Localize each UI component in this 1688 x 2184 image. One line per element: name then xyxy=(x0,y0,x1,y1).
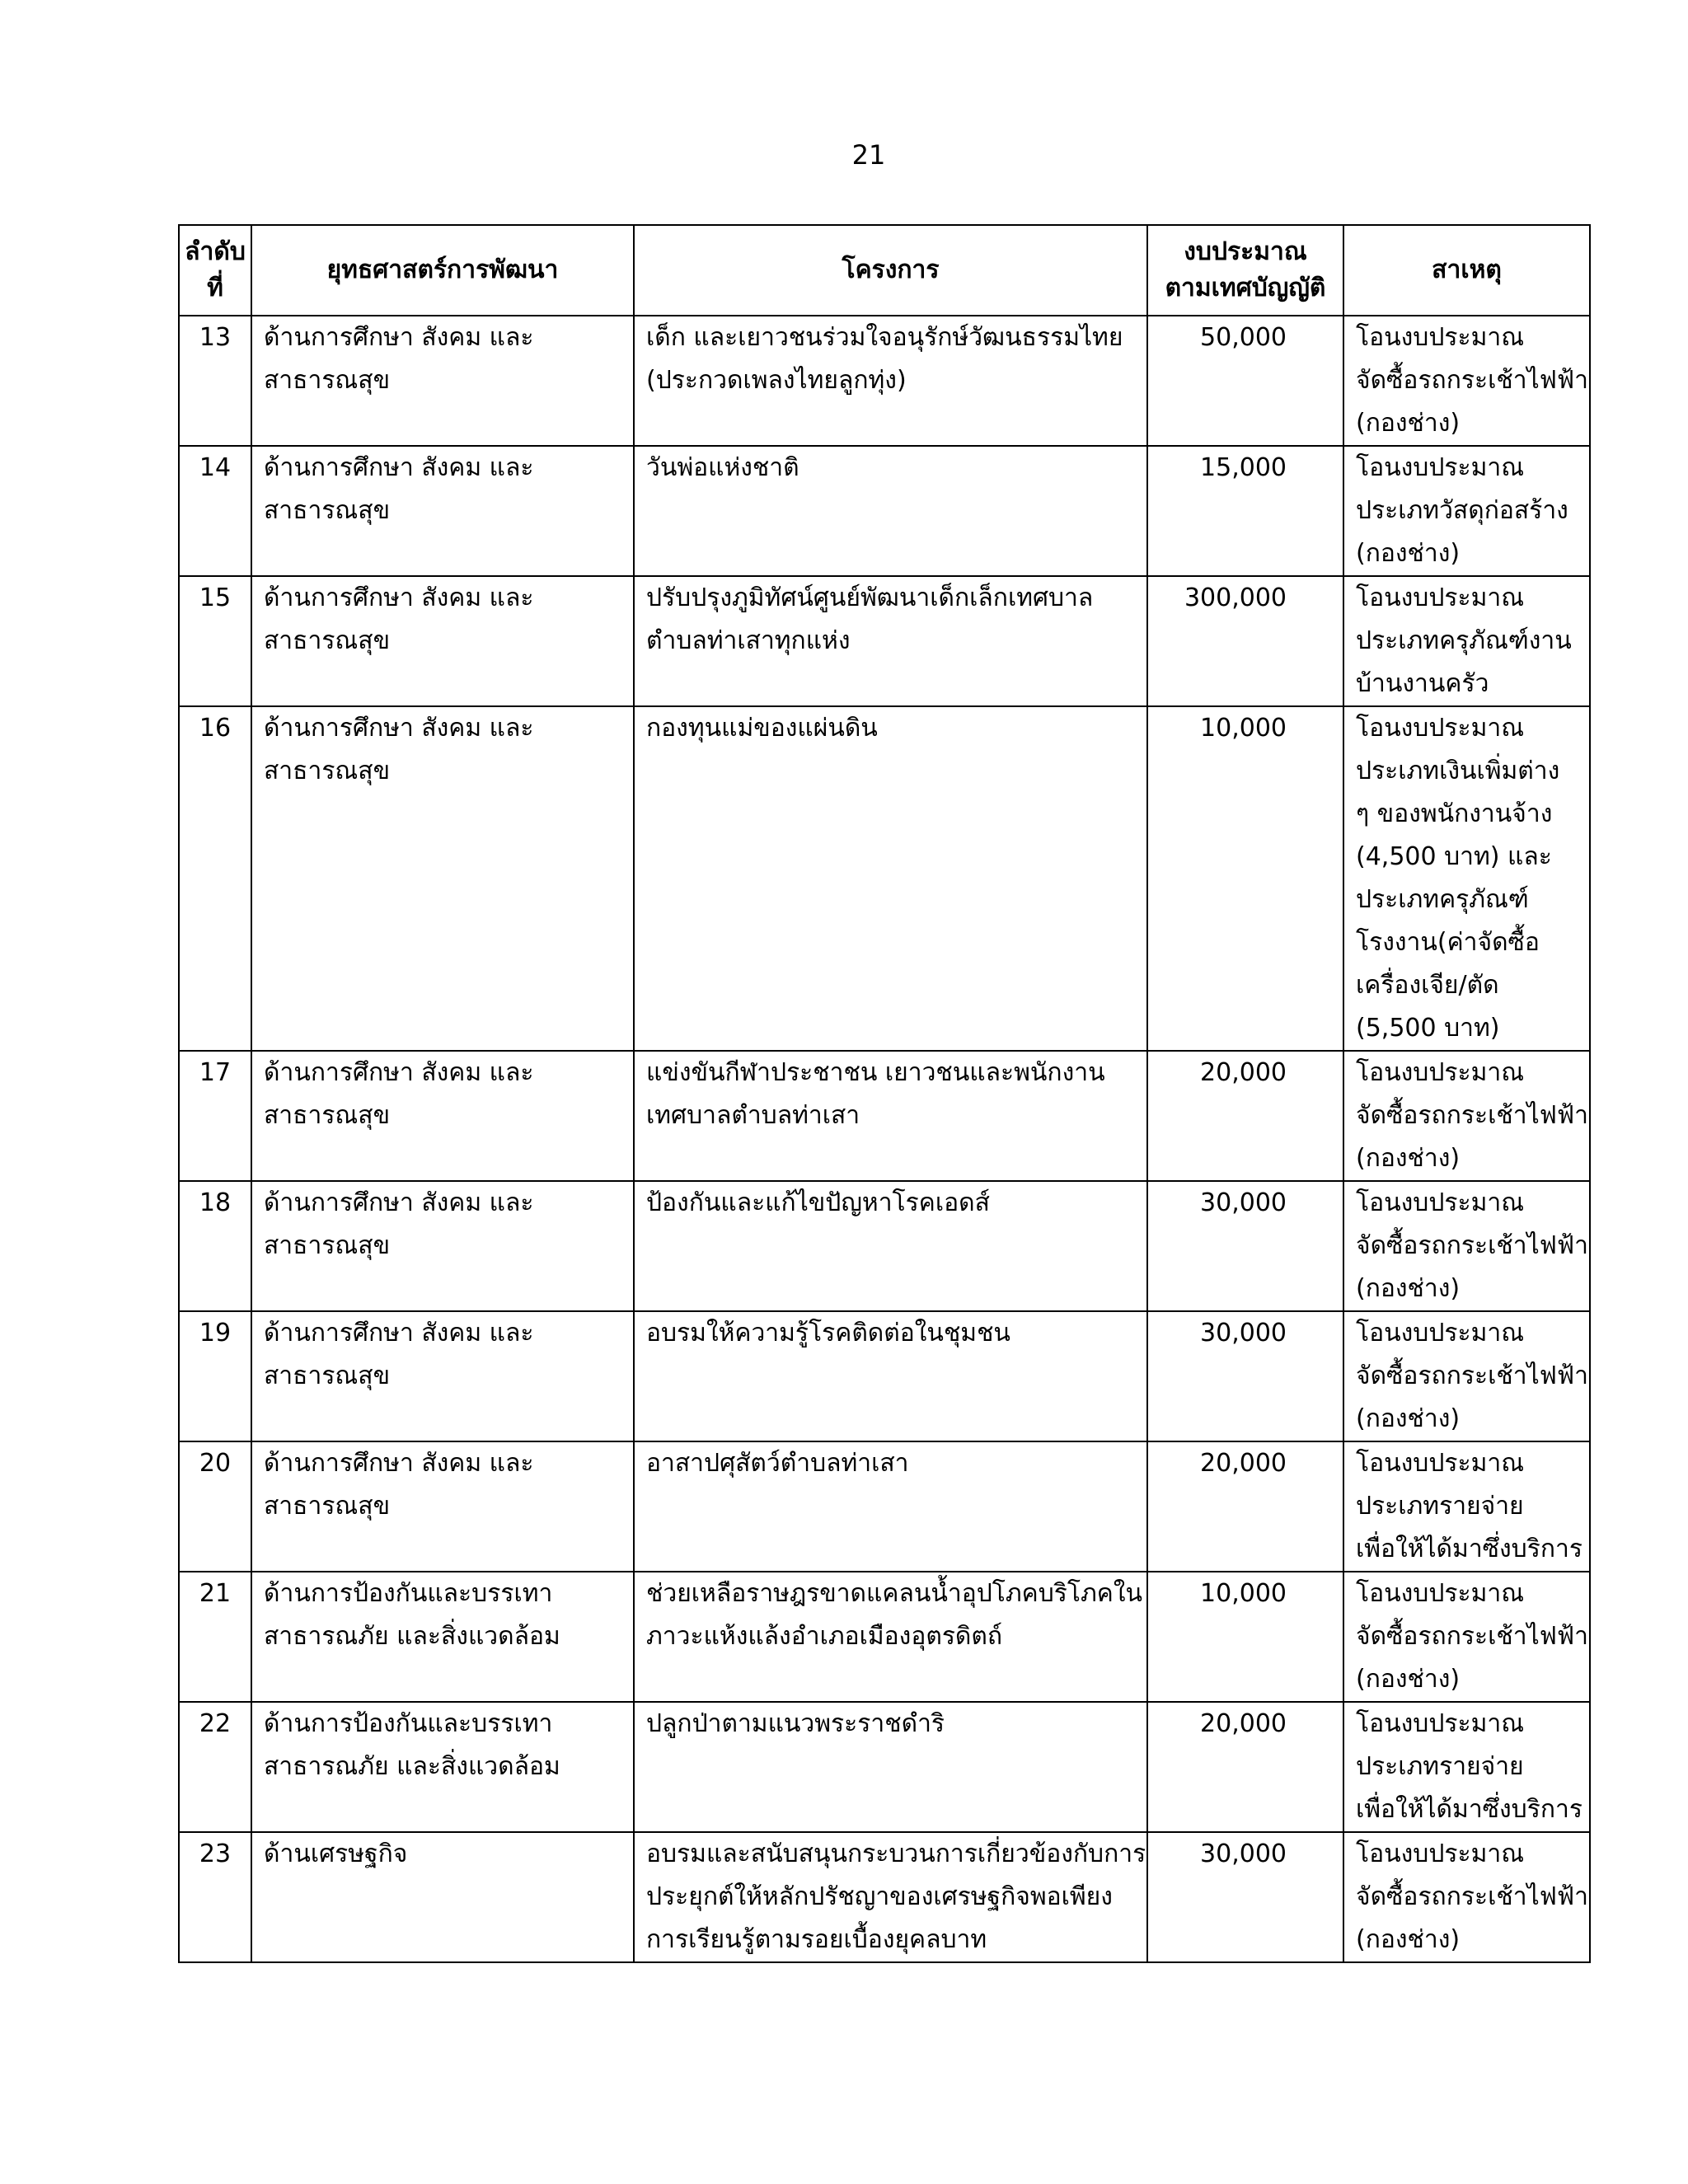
project-cell xyxy=(634,1572,1147,1702)
table-row xyxy=(179,1572,1590,1702)
remark-cell-line: เครื่องเจีย/ตัด xyxy=(1356,971,1499,1000)
strategy-cell xyxy=(251,1311,634,1441)
strategy-cell xyxy=(251,706,634,1051)
strategy-cell xyxy=(251,1832,634,1962)
table-row xyxy=(179,1051,1590,1181)
remark-cell-line: โอนงบประมาณ xyxy=(1356,453,1525,482)
strategy-cell-line: สาธารณสุข xyxy=(264,1361,391,1390)
strategy-cell-line: สาธารณสุข xyxy=(264,1231,391,1260)
project-cell xyxy=(634,1181,1147,1311)
header-project: โครงการ xyxy=(634,225,1147,316)
strategy-cell-line: ด้านการศึกษา สังคม และ xyxy=(264,1058,534,1087)
remark-cell xyxy=(1343,706,1590,1051)
budget-amount: 30,000 xyxy=(1147,1311,1343,1441)
project-cell-line: เทศบาลตำบลท่าเสา xyxy=(646,1101,860,1130)
strategy-cell xyxy=(251,576,634,706)
table-row xyxy=(179,316,1590,446)
table-row xyxy=(179,1832,1590,1962)
budget-amount: 30,000 xyxy=(1147,1181,1343,1311)
project-cell-line: กองทุนแม่ของแผ่นดิน xyxy=(646,714,878,743)
remark-cell-line: โอนงบประมาณ xyxy=(1356,583,1525,612)
strategy-cell xyxy=(251,316,634,446)
project-cell xyxy=(634,706,1147,1051)
strategy-cell-line: สาธารณสุข xyxy=(264,757,391,785)
remark-cell xyxy=(1343,576,1590,706)
remark-cell-line: จัดซื้อรถกระเช้าไฟฟ้า xyxy=(1356,1101,1588,1130)
budget-amount: 20,000 xyxy=(1147,1051,1343,1181)
strategy-cell-line: ด้านการศึกษา สังคม และ xyxy=(264,323,534,352)
remark-cell-line: ประเภทครุภัณฑ์ xyxy=(1356,885,1529,914)
strategy-cell xyxy=(251,1051,634,1181)
remark-cell xyxy=(1343,1311,1590,1441)
project-cell-line: เด็ก และเยาวชนร่วมใจอนุรักษ์วัฒนธรรมไทย xyxy=(646,323,1123,352)
remark-cell xyxy=(1343,1702,1590,1832)
page-number: 21 xyxy=(851,139,886,171)
budget-amount: 20,000 xyxy=(1147,1702,1343,1832)
remark-cell-line: (กองช่าง) xyxy=(1356,1925,1461,1954)
row-number: 19 xyxy=(179,1311,251,1441)
project-cell xyxy=(634,1832,1147,1962)
project-cell xyxy=(634,1051,1147,1181)
remark-cell-line: บ้านงานครัว xyxy=(1356,669,1489,698)
row-number: 21 xyxy=(179,1572,251,1702)
strategy-cell-line: ด้านการศึกษา สังคม และ xyxy=(264,714,534,743)
remark-cell-line: โรงงาน(ค่าจัดซื้อ xyxy=(1356,928,1540,957)
table-row xyxy=(179,576,1590,706)
project-cell-line: อบรมให้ความรู้โรคติดต่อในชุมชน xyxy=(646,1319,1010,1347)
strategy-cell xyxy=(251,446,634,576)
table-row xyxy=(179,1181,1590,1311)
project-cell xyxy=(634,446,1147,576)
row-number: 15 xyxy=(179,576,251,706)
project-cell xyxy=(634,316,1147,446)
remark-cell xyxy=(1343,446,1590,576)
remark-cell-line: จัดซื้อรถกระเช้าไฟฟ้า xyxy=(1356,1361,1588,1390)
table-row xyxy=(179,706,1590,1051)
project-cell-line: อาสาปศุสัตว์ตำบลท่าเสา xyxy=(646,1449,909,1478)
header-no: ลำดับ ที่ xyxy=(179,225,251,316)
table-row xyxy=(179,1311,1590,1441)
remark-cell-line: (4,500 บาท) และ xyxy=(1356,842,1552,871)
remark-cell-line: (5,500 บาท) xyxy=(1356,1014,1500,1043)
remark-cell-line: (กองช่าง) xyxy=(1356,539,1461,568)
budget-amount: 10,000 xyxy=(1147,1572,1343,1702)
remark-cell-line: โอนงบประมาณ xyxy=(1356,1188,1525,1217)
remark-cell xyxy=(1343,1181,1590,1311)
project-cell-line: การเรียนรู้ตามรอยเบื้องยุคลบาท xyxy=(646,1925,987,1954)
remark-cell-line: โอนงบประมาณ xyxy=(1356,1709,1525,1738)
strategy-cell-line: ด้านการศึกษา สังคม และ xyxy=(264,1188,534,1217)
remark-cell-line: (กองช่าง) xyxy=(1356,1404,1461,1433)
remark-cell-line: ประเภทครุภัณฑ์งาน xyxy=(1356,626,1572,655)
strategy-cell-line: ด้านการศึกษา สังคม และ xyxy=(264,453,534,482)
project-cell-line: ตำบลท่าเสาทุกแห่ง xyxy=(646,626,851,655)
budget-amount: 10,000 xyxy=(1147,706,1343,1051)
remark-cell xyxy=(1343,1832,1590,1962)
strategy-cell xyxy=(251,1702,634,1832)
row-number: 23 xyxy=(179,1832,251,1962)
remark-cell-line: (กองช่าง) xyxy=(1356,409,1461,438)
strategy-cell xyxy=(251,1181,634,1311)
remark-cell-line: ๆ ของพนักงานจ้าง xyxy=(1356,799,1553,828)
budget-amount: 300,000 xyxy=(1147,576,1343,706)
project-cell-line: ป้องกันและแก้ไขปัญหาโรคเอดส์ xyxy=(646,1188,990,1217)
row-number: 18 xyxy=(179,1181,251,1311)
project-cell-line: ช่วยเหลือราษฎรขาดแคลนน้ำอุปโภคบริโภคใน xyxy=(646,1579,1142,1608)
project-cell-line: (ประกวดเพลงไทยลูกทุ่ง) xyxy=(646,366,907,395)
row-number: 13 xyxy=(179,316,251,446)
remark-cell-line: ประเภทวัสดุก่อสร้าง xyxy=(1356,496,1568,525)
remark-cell-line: เพื่อให้ได้มาซึ่งบริการ xyxy=(1356,1795,1582,1824)
table-row xyxy=(179,1441,1590,1572)
remark-cell-line: โอนงบประมาณ xyxy=(1356,323,1525,352)
remark-cell xyxy=(1343,1572,1590,1702)
strategy-cell-line: ด้านเศรษฐกิจ xyxy=(264,1840,408,1868)
remark-cell-line: ประเภทรายจ่าย xyxy=(1356,1492,1524,1521)
header-row xyxy=(179,225,1590,316)
project-cell xyxy=(634,1441,1147,1572)
remark-cell xyxy=(1343,1441,1590,1572)
remark-cell-line: เพื่อให้ได้มาซึ่งบริการ xyxy=(1356,1535,1582,1563)
row-number: 14 xyxy=(179,446,251,576)
project-cell-line: วันพ่อแห่งชาติ xyxy=(646,453,799,482)
remark-cell-line: โอนงบประมาณ xyxy=(1356,1058,1525,1087)
remark-cell-line: จัดซื้อรถกระเช้าไฟฟ้า xyxy=(1356,1622,1588,1651)
remark-cell xyxy=(1343,316,1590,446)
budget-amount: 50,000 xyxy=(1147,316,1343,446)
row-number: 17 xyxy=(179,1051,251,1181)
header-budget: งบประมาณ ตามเทศบัญญัติ xyxy=(1147,225,1343,316)
remark-cell-line: (กองช่าง) xyxy=(1356,1665,1461,1694)
table-body xyxy=(179,316,1590,1962)
project-cell-line: อบรมและสนับสนุนกระบวนการเกี่ยวข้องกับการ xyxy=(646,1840,1146,1868)
remark-cell-line: ประเภทเงินเพิ่มต่าง xyxy=(1356,757,1560,785)
remark-cell-line: จัดซื้อรถกระเช้าไฟฟ้า xyxy=(1356,1882,1588,1911)
remark-cell-line: โอนงบประมาณ xyxy=(1356,714,1525,743)
row-number: 16 xyxy=(179,706,251,1051)
strategy-cell xyxy=(251,1572,634,1702)
row-number: 20 xyxy=(179,1441,251,1572)
strategy-cell-line: สาธารณสุข xyxy=(264,1101,391,1130)
strategy-cell-line: สาธารณสุข xyxy=(264,626,391,655)
remark-cell-line: โอนงบประมาณ xyxy=(1356,1449,1525,1478)
strategy-cell-line: ด้านการศึกษา สังคม และ xyxy=(264,1449,534,1478)
header-strategy: ยุทธศาสตร์การพัฒนา xyxy=(251,225,634,316)
remark-cell-line: จัดซื้อรถกระเช้าไฟฟ้า xyxy=(1356,1231,1588,1260)
strategy-cell-line: สาธารณสุข xyxy=(264,1492,391,1521)
remark-cell-line: (กองช่าง) xyxy=(1356,1144,1461,1173)
remark-cell-line: ประเภทรายจ่าย xyxy=(1356,1752,1524,1781)
remark-cell-line: โอนงบประมาณ xyxy=(1356,1319,1525,1347)
project-cell-line: แข่งขันกีฬาประชาชน เยาวชนและพนักงาน xyxy=(646,1058,1105,1087)
strategy-cell-line: ด้านการป้องกันและบรรเทา xyxy=(264,1709,553,1738)
budget-transfer-table xyxy=(178,224,1591,1963)
row-number: 22 xyxy=(179,1702,251,1832)
remark-cell-line: โอนงบประมาณ xyxy=(1356,1579,1525,1608)
budget-amount: 30,000 xyxy=(1147,1832,1343,1962)
project-cell xyxy=(634,1311,1147,1441)
project-cell-line: ประยุกต์ให้หลักปรัชญาของเศรษฐกิจพอเพียง xyxy=(646,1882,1113,1911)
remark-cell-line: โอนงบประมาณ xyxy=(1356,1840,1525,1868)
remark-cell xyxy=(1343,1051,1590,1181)
project-cell-line: ปรับปรุงภูมิทัศน์ศูนย์พัฒนาเด็กเล็กเทศบาล xyxy=(646,583,1094,612)
project-cell-line: ภาวะแห้งแล้งอำเภอเมืองอุตรดิตถ์ xyxy=(646,1622,1003,1651)
strategy-cell-line: สาธารณสุข xyxy=(264,496,391,525)
project-cell xyxy=(634,576,1147,706)
budget-amount: 15,000 xyxy=(1147,446,1343,576)
remark-cell-line: (กองช่าง) xyxy=(1356,1274,1461,1303)
table-row xyxy=(179,1702,1590,1832)
strategy-cell-line: สาธารณภัย และสิ่งแวดล้อม xyxy=(264,1752,560,1781)
strategy-cell-line: สาธารณสุข xyxy=(264,366,391,395)
table-row xyxy=(179,446,1590,576)
strategy-cell-line: สาธารณภัย และสิ่งแวดล้อม xyxy=(264,1622,560,1651)
project-cell xyxy=(634,1702,1147,1832)
project-cell-line: ปลูกป่าตามแนวพระราชดำริ xyxy=(646,1709,945,1738)
strategy-cell-line: ด้านการป้องกันและบรรเทา xyxy=(264,1579,553,1608)
budget-amount: 20,000 xyxy=(1147,1441,1343,1572)
strategy-cell xyxy=(251,1441,634,1572)
strategy-cell-line: ด้านการศึกษา สังคม และ xyxy=(264,1319,534,1347)
remark-cell-line: จัดซื้อรถกระเช้าไฟฟ้า xyxy=(1356,366,1588,395)
strategy-cell-line: ด้านการศึกษา สังคม และ xyxy=(264,583,534,612)
header-remark: สาเหตุ xyxy=(1343,225,1590,316)
